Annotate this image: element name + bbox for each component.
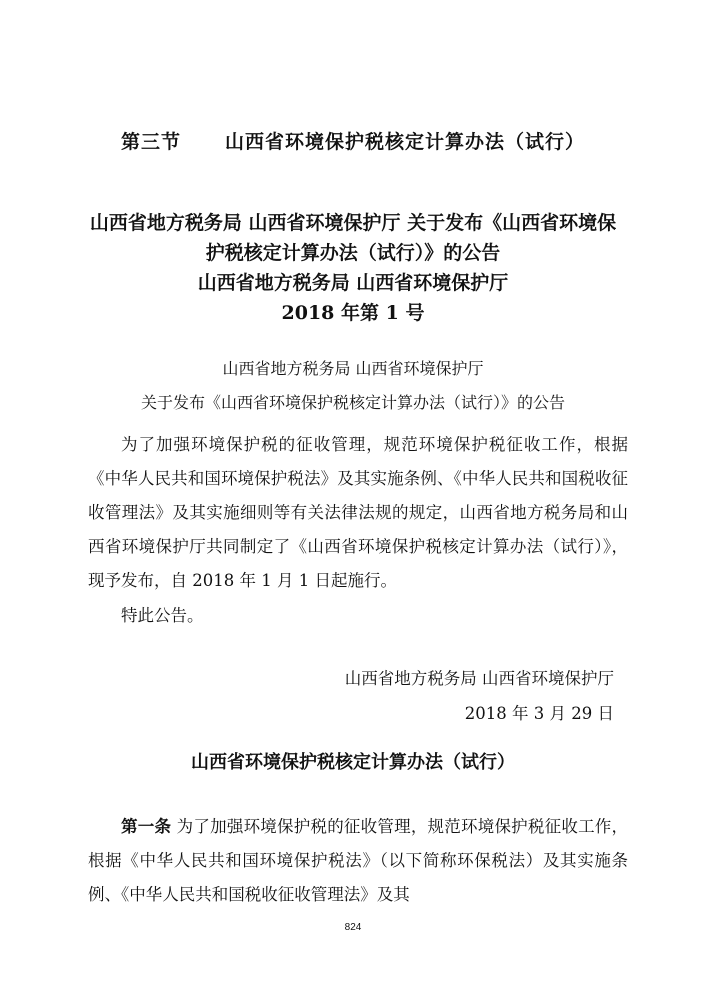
article-1-label: 第一条	[121, 817, 172, 836]
document-number: 2018 年第 1 号	[281, 302, 425, 324]
section-heading	[0, 127, 706, 154]
announcement-issuer: 山西省地方税务局 山西省环境保护厅	[197, 272, 509, 294]
signature-date: 2018 年 3 月 29 日	[464, 704, 614, 723]
article-1	[88, 810, 628, 912]
subtitle-line-1: 山西省地方税务局 山西省环境保护厅	[222, 359, 484, 378]
article-1-paragraph	[88, 810, 628, 912]
announcement-title	[0, 208, 706, 328]
signature-organization: 山西省地方税务局 山西省环境保护厅	[344, 669, 614, 688]
announcement-body	[88, 428, 628, 598]
announcement-closing: 特此公告。	[121, 606, 204, 625]
announcement-title-line-1: 山西省地方税务局 山西省环境保护厅 关于发布《山西省环境保	[89, 212, 617, 234]
method-title: 山西省环境保护税核定计算办法（试行）	[191, 752, 515, 773]
section-title: 山西省环境保护税核定计算办法（试行）	[225, 131, 586, 153]
announcement-title-line-2: 护税核定计算办法（试行）》的公告	[205, 242, 501, 264]
page-number: 824	[344, 922, 362, 933]
announcement-subtitle	[0, 352, 706, 420]
announcement-closing-block	[88, 599, 628, 633]
section-number: 第三节	[120, 131, 181, 153]
subtitle-line-2: 关于发布《山西省环境保护税核定计算办法（试行）》的公告	[140, 393, 565, 412]
announcement-paragraph: 为了加强环境保护税的征收管理，规范环境保护税征收工作，根据《中华人民共和国环境保护税法》及其实施条例、《中华人民共和国税收征收管理法》及其实施细则等有关法律法规的规定，山西省地方税务局和山西省环境保护厅共同制定了《山西省环境保护税核定计算办法（试行）》，现予发布，自 2018 年 1 月 1 日起施行。	[88, 435, 628, 590]
article-1-text: 为了加强环境保护税的征收管理，规范环境保护税征收工作，根据《中华人民共和国环境保护税法》（以下简称环保税法）及其实施条例、《中华人民共和国税收征收管理法》及其	[88, 817, 629, 904]
